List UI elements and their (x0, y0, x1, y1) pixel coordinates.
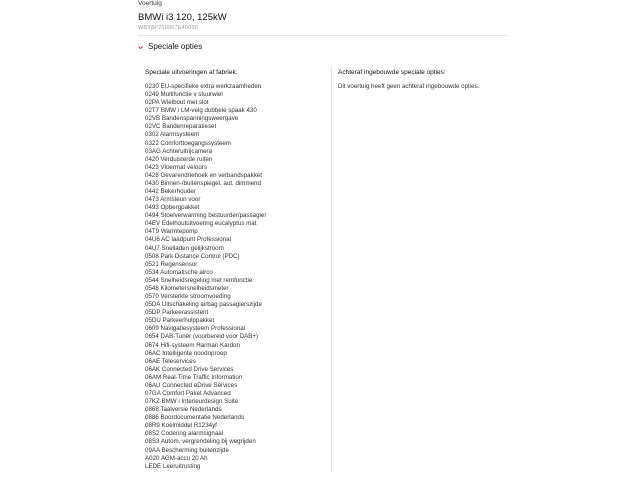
factory-option-item: LEDE Leeruitrusting (145, 462, 201, 470)
factory-option-item: 0548 Kilometersnelheidsmeter (145, 284, 229, 292)
aftermarket-options-text: Dit voertuig heeft geen achteraf ingebouwde opties. (338, 83, 480, 90)
factory-option-item: 0508 Park Distance Control (PDC) (145, 252, 240, 260)
factory-options-heading: Speciale uitvoeringen af fabriek: (145, 69, 238, 76)
factory-option-item: 0230 EU-specifieke extra werkzaamheden (145, 83, 262, 90)
factory-option-item: 0322 Comforttoegangssysteem (145, 139, 231, 147)
factory-option-item: 05DP Parkeerassistent (145, 309, 209, 317)
aftermarket-options-heading: Achteraf ingebouwde speciale opties: (338, 69, 446, 76)
factory-options-column (145, 69, 325, 471)
factory-option-item: 0570 Versterkte stroomvoeding (145, 293, 231, 301)
factory-option-item: 0302 Alarmsysteem (145, 131, 200, 139)
factory-option-item: A020 AGM-accu 20 Ah (145, 454, 208, 462)
column-divider (331, 67, 332, 472)
factory-option-item: 0886 Boordocumentatie Nederlands (145, 414, 245, 422)
factory-option-item: 05DA Uitschakeling airbag passagierszijde (145, 301, 262, 309)
special-options-toggle[interactable] (138, 42, 202, 51)
factory-option-item: 0521 Regensensor (145, 260, 198, 268)
factory-option-item: 06AE Teleservices (145, 357, 196, 365)
factory-option-item: 0609 Navigatiesysteem Professional (145, 325, 246, 333)
factory-option-item: 09AA Bescherming buitenzijde (145, 446, 229, 454)
factory-option-item: 06AK Connected Drive Services (145, 365, 234, 373)
factory-option-item: 08S2 Codering alarmsignaal (145, 430, 224, 438)
factory-option-item: 06AU Connected eDrive Services (145, 381, 238, 389)
vehicle-title: BMWi i3 120, 125kW (138, 12, 227, 23)
factory-option-item: 05DU Parkeerhulppakket (145, 317, 215, 325)
chevron-down-icon (138, 45, 143, 50)
factory-option-item: 0249 Multifunctie v stuurwiel (145, 91, 223, 99)
factory-option-item: 07GA Comfort Paket Advanced (145, 389, 231, 397)
factory-option-item: 08S3 Autom. vergrendeling bij wegrijden (145, 438, 256, 446)
factory-option-item: 0423 Vloermat velours (145, 163, 207, 171)
aftermarket-options-column (338, 69, 508, 91)
vehicle-header (138, 0, 508, 32)
section-title: Speciale opties (148, 42, 203, 51)
factory-option-item: 0544 Snelheidsregeling met remfunctie (145, 276, 253, 284)
factory-option-item: 06AM Real-Time Traffic Information (145, 373, 243, 381)
factory-option-item: 0674 Hifi-systeem Harman Kardon (145, 341, 240, 349)
factory-option-item: 02VB Bandenspanningsweergave (145, 115, 239, 123)
factory-option-item: 0420 Verduisterde ruiten (145, 155, 213, 163)
factory-option-item: 02VC Bandenreparatieset (145, 123, 217, 131)
vehicle-kicker: Voertuig (138, 0, 162, 7)
factory-options-list (145, 83, 325, 471)
factory-option-item: 02T7 BMW i LM-velg dubbele spaak 430 (145, 107, 257, 115)
factory-option-item: 0442 Bekerhouder (145, 188, 196, 196)
factory-option-item: 06AC Intelligente noodoproep (145, 349, 227, 357)
vehicle-vin: WBY8P210907E40000 (138, 25, 198, 31)
factory-option-item: 04U7 Snelladen gelijkstroom (145, 244, 224, 252)
header-divider (138, 35, 508, 36)
factory-option-item: 04EV Edelhoutuitvoering eucalyptus mat (145, 220, 257, 228)
factory-option-item: 04T9 Warmtepomp (145, 228, 198, 236)
factory-option-item: 0430 Binnen-/buitenspiegel, aut. dimmend (145, 179, 261, 187)
factory-option-item: 0534 Automatische airco (145, 268, 213, 276)
factory-option-item: 04U6 AC laadpunt Professional (145, 236, 231, 244)
factory-option-item: 0428 Gevarendriehoek en verbandspakket (145, 171, 262, 179)
factory-option-item: 0868 Taalversie Nederlands (145, 406, 222, 414)
factory-option-item: 0473 Armsteun voor (145, 196, 201, 204)
factory-option-item: 07KZ BMW i Interieurdesign Suite (145, 398, 239, 406)
factory-option-item: 0654 DAB-Tuner (voorbereid voor DAB+) (145, 333, 259, 341)
factory-option-item: 0493 Opbergpakket (145, 204, 200, 212)
factory-option-item: 0494 Stoelverwarming bestuurder/passagier (145, 212, 267, 220)
factory-option-item: 03AG Achteruitrijcamera (145, 147, 213, 155)
factory-option-item: 08R9 Koelmiddel R1234yf (145, 422, 217, 430)
factory-option-item: 02PA Wielbout met slot (145, 99, 209, 107)
